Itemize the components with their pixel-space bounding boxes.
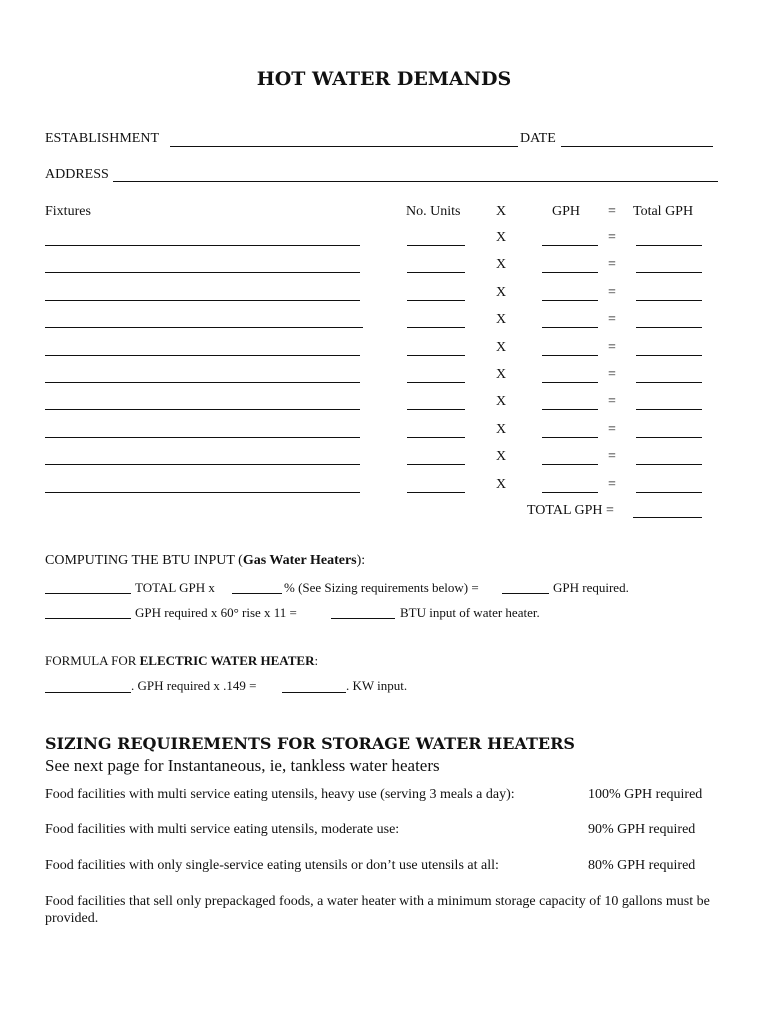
total-field[interactable]	[636, 245, 702, 246]
multiply-sign: X	[496, 312, 507, 327]
equals-sign: =	[608, 285, 616, 300]
units-field[interactable]	[407, 272, 465, 273]
total-gph-label: TOTAL GPH =	[527, 503, 614, 518]
btu-percent-field[interactable]	[232, 593, 282, 594]
multiply-sign: X	[496, 230, 507, 245]
gph-field[interactable]	[542, 437, 598, 438]
multiply-sign: X	[496, 285, 507, 300]
gph-field[interactable]	[542, 272, 598, 273]
btu-line1-text-b: % (See Sizing requirements below) =	[284, 580, 479, 595]
total-field[interactable]	[636, 464, 702, 465]
equals-sign: =	[608, 340, 616, 355]
gph-field[interactable]	[542, 464, 598, 465]
equals-sign: =	[608, 257, 616, 272]
equals-sign: =	[608, 477, 616, 492]
total-gph-header: Total GPH	[633, 204, 694, 219]
equals-sign: =	[608, 394, 616, 409]
multiply-sign: X	[496, 477, 507, 492]
fixture-field[interactable]	[45, 355, 360, 356]
units-field[interactable]	[407, 492, 465, 493]
sizing-subheading: See next page for Instantaneous, ie, tankless water heaters	[45, 756, 440, 775]
electric-heading-text: FORMULA FOR	[45, 653, 140, 668]
units-field[interactable]	[407, 327, 465, 328]
sizing-item-text: Food facilities with multi service eating utensils, heavy use (serving 3 meals a day):	[45, 787, 515, 802]
sizing-item-value: 80% GPH required	[588, 858, 696, 873]
fixture-field[interactable]	[45, 300, 360, 301]
multiply-sign: X	[496, 449, 507, 464]
equals-sign: =	[608, 312, 616, 327]
units-field[interactable]	[407, 300, 465, 301]
electric-heading-bold: ELECTRIC WATER HEATER	[139, 653, 315, 668]
units-field[interactable]	[407, 382, 465, 383]
sizing-note: Food facilities that sell only prepackaged foods, a water heater with a minimum storage capacity of 10 gallons must be provided.	[45, 894, 710, 926]
address-field[interactable]	[113, 181, 718, 182]
fixture-field[interactable]	[45, 272, 360, 273]
multiply-sign: X	[496, 340, 507, 355]
btu-gph-required-input[interactable]	[45, 618, 131, 619]
fixture-field[interactable]	[45, 464, 360, 465]
electric-heading	[45, 653, 318, 668]
fixture-field[interactable]	[45, 492, 360, 493]
btu-gph-required-field[interactable]	[502, 593, 549, 594]
address-label: ADDRESS	[45, 167, 109, 182]
btu-heading	[45, 553, 365, 569]
establishment-field[interactable]	[170, 146, 518, 147]
units-field[interactable]	[407, 437, 465, 438]
total-field[interactable]	[636, 492, 702, 493]
units-field[interactable]	[407, 409, 465, 410]
total-field[interactable]	[636, 300, 702, 301]
establishment-label: ESTABLISHMENT	[45, 131, 159, 146]
fixture-field[interactable]	[45, 409, 360, 410]
gph-field[interactable]	[542, 327, 598, 328]
equals-sign: =	[608, 422, 616, 437]
gph-field[interactable]	[542, 300, 598, 301]
gph-header: GPH	[552, 204, 581, 219]
equals-sign: =	[608, 449, 616, 464]
electric-heading-suffix: :	[314, 653, 319, 668]
electric-gph-field[interactable]	[45, 692, 131, 693]
fixture-field[interactable]	[45, 245, 360, 246]
gph-field[interactable]	[542, 409, 598, 410]
units-field[interactable]	[407, 245, 465, 246]
total-field[interactable]	[636, 382, 702, 383]
fixture-field[interactable]	[45, 382, 360, 383]
fixture-field[interactable]	[45, 327, 363, 328]
electric-text-a: . GPH required x .149 =	[131, 678, 257, 693]
total-field[interactable]	[636, 355, 702, 356]
total-field[interactable]	[636, 327, 702, 328]
units-field[interactable]	[407, 355, 465, 356]
btu-heading-bold: Gas Water Heaters	[242, 553, 357, 568]
btu-total-gph-field[interactable]	[45, 593, 131, 594]
sizing-item-text: Food facilities with multi service eating utensils, moderate use:	[45, 822, 400, 837]
fixture-field[interactable]	[45, 437, 360, 438]
multiply-sign: X	[496, 257, 507, 272]
equals-sign: =	[608, 367, 616, 382]
total-field[interactable]	[636, 272, 702, 273]
btu-heading-suffix: ):	[356, 553, 366, 568]
electric-kw-field[interactable]	[282, 692, 346, 693]
total-field[interactable]	[636, 409, 702, 410]
btu-heading-text: COMPUTING THE BTU INPUT (	[45, 553, 243, 568]
equals-sign: =	[608, 230, 616, 245]
gph-field[interactable]	[542, 245, 598, 246]
multiply-header: X	[496, 204, 507, 219]
multiply-sign: X	[496, 394, 507, 409]
page-title: HOT WATER DEMANDS	[256, 68, 512, 90]
units-field[interactable]	[407, 464, 465, 465]
units-header: No. Units	[406, 204, 461, 219]
multiply-sign: X	[496, 422, 507, 437]
gph-field[interactable]	[542, 382, 598, 383]
sizing-item-value: 90% GPH required	[588, 822, 696, 837]
fixtures-header: Fixtures	[45, 204, 91, 219]
equals-header: =	[608, 204, 616, 219]
sizing-heading: SIZING REQUIREMENTS FOR STORAGE WATER HEATERS	[45, 734, 575, 753]
btu-line1-text-c: GPH required.	[553, 580, 629, 595]
gph-field[interactable]	[542, 355, 598, 356]
date-field[interactable]	[561, 146, 713, 147]
electric-text-b: . KW input.	[346, 678, 408, 693]
sizing-item-value: 100% GPH required	[588, 787, 703, 802]
sizing-item-text: Food facilities with only single-service eating utensils or don’t use utensils at all:	[45, 858, 499, 873]
total-gph-field[interactable]	[633, 517, 702, 518]
btu-input-field[interactable]	[331, 618, 395, 619]
date-label: DATE	[520, 131, 556, 146]
multiply-sign: X	[496, 367, 507, 382]
btu-line2-text-a: GPH required x 60° rise x 11 =	[135, 605, 297, 620]
gph-field[interactable]	[542, 492, 598, 493]
btu-line2-text-b: BTU input of water heater.	[400, 605, 540, 620]
total-field[interactable]	[636, 437, 702, 438]
btu-line1-text-a: TOTAL GPH x	[135, 580, 215, 595]
